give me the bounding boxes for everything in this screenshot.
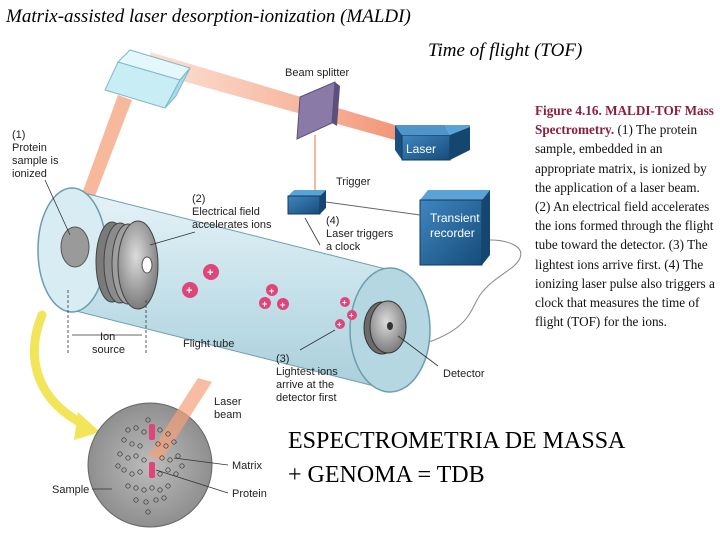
bottom-headline-line2: + GENOMA = TDB — [288, 462, 485, 488]
label-step2-b: accelerates ions — [192, 219, 272, 231]
bottom-headline — [288, 424, 625, 492]
label-ion-source-a: Ion — [100, 331, 116, 343]
ion-plus: + — [207, 267, 214, 279]
detector-icon — [364, 301, 406, 354]
caption-heading: Figure 4.16. MALDI-TOF Mass Spectrometry. — [535, 103, 714, 138]
label-step1-b: sample is — [12, 155, 59, 167]
title-maldi: Matrix-assisted laser desorption-ionization (MALDI) — [6, 6, 411, 27]
label-transient-1: Transient — [430, 211, 480, 225]
bottom-headline-line1: ESPECTROMETRIA DE MASSA — [288, 428, 626, 454]
title-tof: Time of flight (TOF) — [428, 40, 583, 61]
wire-trigger-to-recorder — [326, 202, 420, 215]
accelerator-discs — [96, 221, 158, 309]
ion-plus: + — [280, 300, 286, 310]
label-step3-num: (3) — [276, 353, 290, 365]
ion-plus: + — [349, 311, 354, 320]
label-step2-num: (2) — [192, 193, 206, 205]
label-laser-beam-b: beam — [214, 409, 242, 421]
ion-plus: + — [262, 299, 268, 309]
label-step1-num: (1) — [12, 129, 26, 141]
label-step3-b: arrive at the — [276, 379, 335, 391]
sample-plate — [61, 227, 89, 267]
label-transient-2: recorder — [430, 226, 475, 240]
protein-molecule — [149, 462, 155, 478]
label-flight-tube: Flight tube — [183, 338, 235, 350]
zoom-arrow — [34, 315, 85, 425]
label-step4-b: a clock — [326, 241, 361, 253]
ion-plus: + — [186, 285, 193, 297]
label-laser-beam-a: Laser — [214, 396, 242, 408]
label-step1-a: Protein — [12, 142, 47, 154]
caption-body: (1) The protein sample, embedded in an appropriate matrix, is ionized by the application of a laser beam. (2) An electrical field accelerates the ions formed through the flight tube toward the detector. (3) The lightest ions arrive first. (4) The ionizing laser pulse also triggers a clock that measures the time of flight (TOF) for the ions. — [535, 122, 715, 330]
label-step2-a: Electrical field — [192, 206, 260, 218]
figure-caption — [535, 101, 715, 331]
label-detector: Detector — [443, 368, 485, 380]
label-beam-splitter: Beam splitter — [285, 67, 350, 79]
trigger-box-icon — [288, 190, 326, 214]
label-matrix: Matrix — [232, 460, 262, 472]
ion-plus: + — [269, 286, 275, 296]
label-sample: Sample — [52, 484, 90, 496]
label-ion-source-b: source — [92, 344, 126, 356]
label-laser: Laser — [406, 142, 437, 156]
ion-plus: + — [342, 298, 347, 307]
protein-molecule — [149, 424, 155, 440]
label-step3-c: detector first — [276, 392, 337, 404]
label-step4-num: (4) — [326, 215, 340, 227]
sample-zoom — [88, 378, 212, 527]
beam-splitter-icon — [297, 82, 340, 139]
label-step3-a: Lightest ions — [276, 366, 338, 378]
label-protein: Protein — [232, 488, 267, 500]
label-step1-c: ionized — [12, 168, 47, 180]
leader-trigger-clock — [305, 218, 320, 245]
label-trigger: Trigger — [336, 176, 371, 188]
laser-beam-top — [150, 52, 395, 140]
ion-plus: + — [337, 320, 342, 329]
label-step4-a: Laser triggers — [326, 228, 394, 240]
